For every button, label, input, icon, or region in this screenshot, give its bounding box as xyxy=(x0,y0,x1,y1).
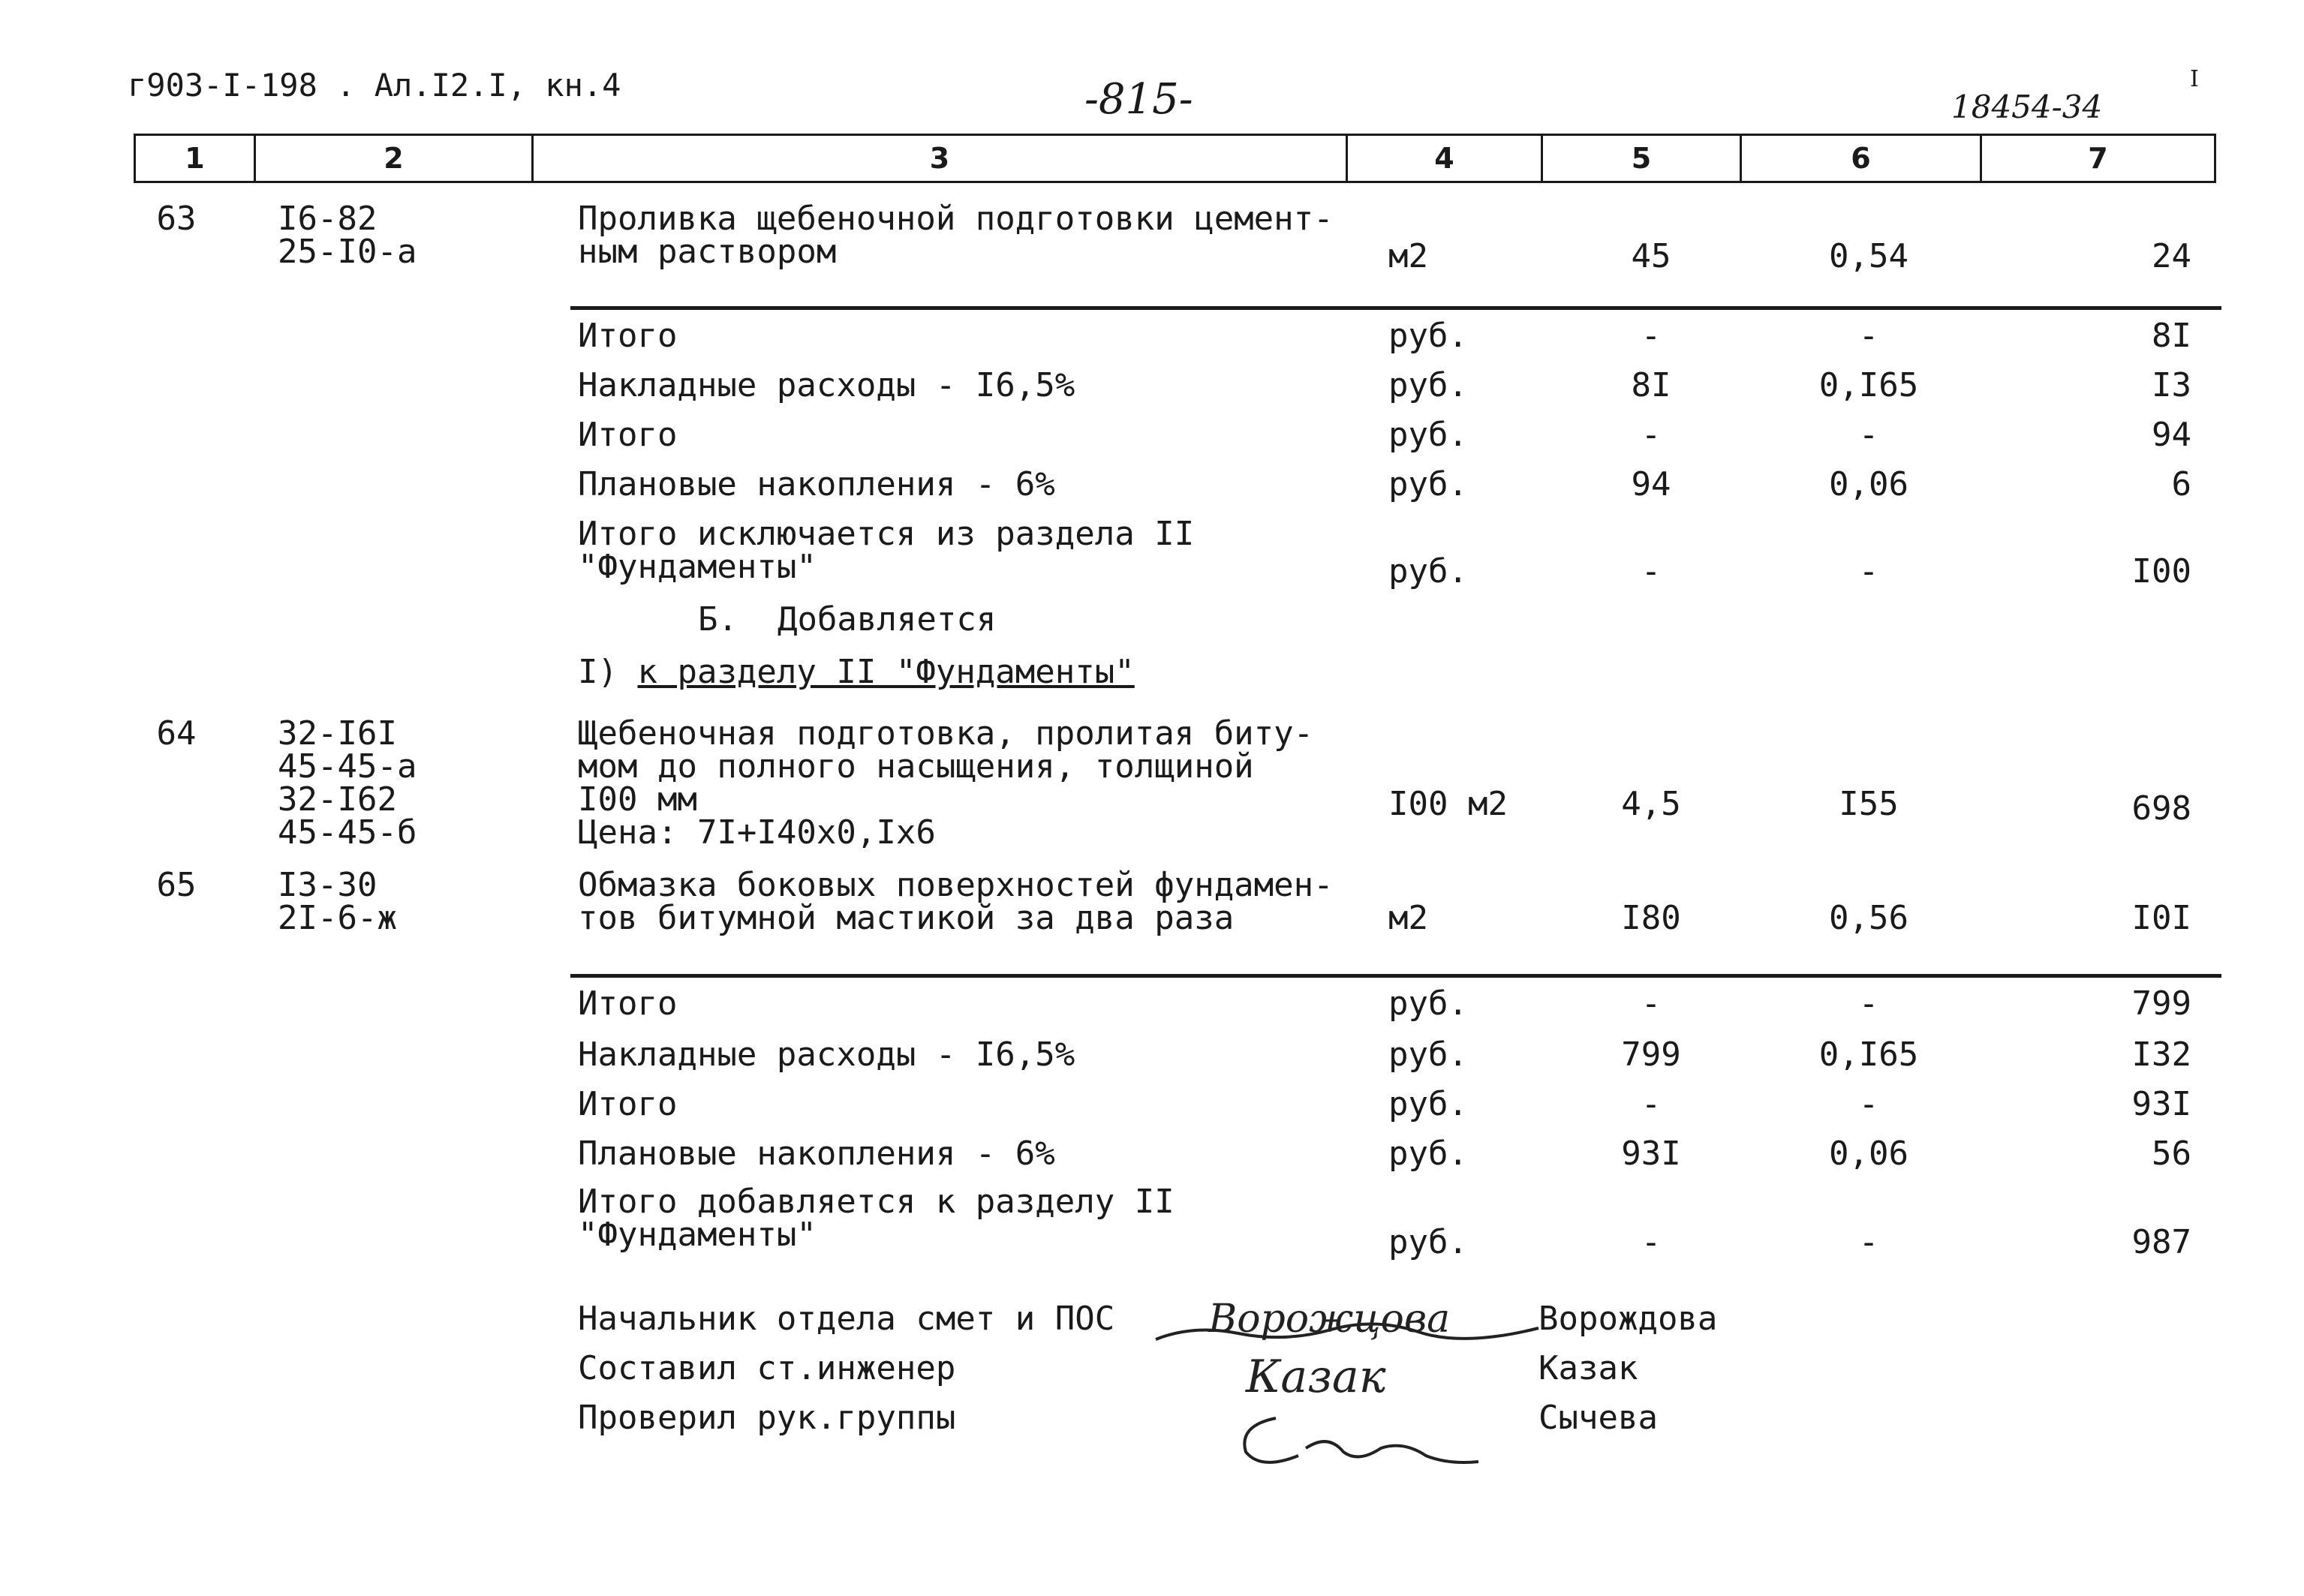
signature-name: Ворождова xyxy=(1539,1300,1718,1338)
summary-quantity: - xyxy=(1641,317,1662,355)
item-unit: I00 м2 xyxy=(1388,785,1508,823)
subsection-title: к разделу II "Фундаменты" xyxy=(637,653,1135,691)
added-total: 987 xyxy=(2131,1223,2191,1261)
item-price: 0,54 xyxy=(1829,237,1908,275)
summary-price: - xyxy=(1858,984,1879,1023)
item-number: 64 xyxy=(156,714,197,753)
summary-total: 799 xyxy=(2131,984,2191,1023)
item-price: I55 xyxy=(1839,785,1899,823)
summary-price: 0,I65 xyxy=(1818,1035,1919,1074)
summary-price: - xyxy=(1858,317,1879,355)
added-quantity: - xyxy=(1641,1223,1662,1261)
section-divider xyxy=(570,974,2221,978)
summary-quantity: 8I xyxy=(1631,366,1671,404)
subsection-prefix: I) xyxy=(578,653,638,691)
item-description: Цена: 7I+I40x0,Ix6 xyxy=(578,813,936,852)
item-description: Проливка щебеночной подготовки цемент- xyxy=(578,200,1334,238)
item-code: 32-I62 xyxy=(278,780,397,819)
summary-quantity: 94 xyxy=(1631,465,1671,503)
column-header-3: 3 xyxy=(534,136,1348,181)
added-unit: руб. xyxy=(1388,1223,1468,1261)
summary-unit: руб. xyxy=(1388,366,1468,404)
summary-total: 8I xyxy=(2152,317,2191,355)
summary-quantity: - xyxy=(1641,416,1662,454)
item-code: 45-45-б xyxy=(278,813,417,852)
section-title: Б. Добавляется xyxy=(698,600,997,639)
summary-unit: руб. xyxy=(1388,1085,1468,1123)
summary-total: 94 xyxy=(2152,416,2191,454)
item-code: 2I-6-ж xyxy=(278,899,397,937)
excluded-unit: руб. xyxy=(1388,552,1468,591)
excluded-total: I00 xyxy=(2131,552,2191,591)
item-price: 0,56 xyxy=(1829,899,1908,937)
summary-price: 0,06 xyxy=(1829,1135,1908,1173)
summary-label: Итого xyxy=(578,1085,678,1123)
section-divider xyxy=(570,306,2221,310)
item-code: 45-45-a xyxy=(278,747,417,786)
signature-role: Проверил рук.группы xyxy=(578,1399,956,1437)
excluded-quantity: - xyxy=(1641,552,1662,591)
summary-unit: руб. xyxy=(1388,1135,1468,1173)
summary-total: 6 xyxy=(2171,465,2191,503)
summary-label: Накладные расходы - I6,5% xyxy=(578,1035,1075,1074)
summary-price: - xyxy=(1858,416,1879,454)
page-number: -815- xyxy=(1084,75,1193,124)
excluded-price: - xyxy=(1858,552,1879,591)
item-unit: м2 xyxy=(1388,237,1428,275)
summary-price: 0,06 xyxy=(1829,465,1908,503)
signature-name: Сычева xyxy=(1539,1399,1658,1437)
summary-quantity: 93I xyxy=(1621,1135,1681,1173)
summary-unit: руб. xyxy=(1388,1035,1468,1074)
summary-label: Итого xyxy=(578,416,678,454)
signature-scribble-1: Ворожцова xyxy=(1208,1297,1451,1342)
summary-quantity: - xyxy=(1641,984,1662,1023)
signature-name: Казак xyxy=(1539,1349,1638,1387)
summary-label: Плановые накопления - 6% xyxy=(578,465,1055,503)
item-code: I6-82 xyxy=(278,200,377,238)
summary-label: Итого xyxy=(578,984,678,1023)
summary-label: Плановые накопления - 6% xyxy=(578,1135,1055,1173)
signature-scribble-2: Казак xyxy=(1246,1351,1386,1403)
item-description: мом до полного насыщения, толщиной xyxy=(578,747,1254,786)
item-description: Обмазка боковых поверхностей фундамен- xyxy=(578,866,1334,904)
document-reference: г903-I-198 . Ал.I2.I, кн.4 xyxy=(128,67,621,104)
summary-total: 56 xyxy=(2152,1135,2191,1173)
item-code: 32-I6I xyxy=(278,714,397,753)
summary-quantity: - xyxy=(1641,1085,1662,1123)
column-header-6: 6 xyxy=(1742,136,1982,181)
column-header-2: 2 xyxy=(256,136,534,181)
excluded-label-line1: Итого исключается из раздела II xyxy=(578,515,1195,553)
summary-label: Итого xyxy=(578,317,678,355)
signature-role: Начальник отдела смет и ПОС xyxy=(578,1300,1115,1338)
item-code: 25-I0-a xyxy=(278,233,417,271)
inventory-number: 18454-34 xyxy=(1951,89,2103,125)
column-header-7: 7 xyxy=(2088,142,2108,175)
summary-quantity: 799 xyxy=(1621,1035,1681,1074)
item-description: ным раствором xyxy=(578,233,837,271)
added-label-line1: Итого добавляется к разделу II xyxy=(578,1183,1175,1221)
summary-total: I3 xyxy=(2152,366,2191,404)
item-code: I3-30 xyxy=(278,866,377,904)
item-description: Щебеночная подготовка, пролитая биту- xyxy=(578,714,1314,753)
summary-unit: руб. xyxy=(1388,465,1468,503)
item-number: 65 xyxy=(156,866,197,904)
column-header-5: 5 xyxy=(1543,136,1742,181)
item-unit: м2 xyxy=(1388,899,1428,937)
item-quantity: 4,5 xyxy=(1621,785,1681,823)
corner-mark: I xyxy=(2190,66,2199,92)
item-total: 24 xyxy=(2152,237,2191,275)
added-price: - xyxy=(1858,1223,1879,1261)
signature-role: Составил ст.инженер xyxy=(578,1349,956,1387)
handwritten-signature-3 xyxy=(1231,1396,1486,1478)
column-header-4: 4 xyxy=(1348,136,1543,181)
summary-unit: руб. xyxy=(1388,317,1468,355)
summary-unit: руб. xyxy=(1388,416,1468,454)
column-header-1: 1 xyxy=(136,136,256,181)
item-number: 63 xyxy=(156,200,197,238)
summary-total: 93I xyxy=(2131,1085,2191,1123)
summary-unit: руб. xyxy=(1388,984,1468,1023)
item-description: I00 мм xyxy=(578,780,697,819)
item-total: I0I xyxy=(2131,899,2191,937)
summary-price: 0,I65 xyxy=(1818,366,1919,404)
excluded-label-line2: "Фундаменты" xyxy=(578,548,817,586)
column-header-row xyxy=(134,134,2216,183)
subsection-heading xyxy=(578,653,1135,691)
added-label-line2: "Фундаменты" xyxy=(578,1216,817,1254)
item-total: 698 xyxy=(2131,789,2191,828)
summary-total: I32 xyxy=(2131,1035,2191,1074)
summary-price: - xyxy=(1858,1085,1879,1123)
item-quantity: 45 xyxy=(1631,237,1671,275)
item-quantity: I80 xyxy=(1621,899,1681,937)
summary-label: Накладные расходы - I6,5% xyxy=(578,366,1075,404)
item-description: тов битумной мастикой за два раза xyxy=(578,899,1235,937)
